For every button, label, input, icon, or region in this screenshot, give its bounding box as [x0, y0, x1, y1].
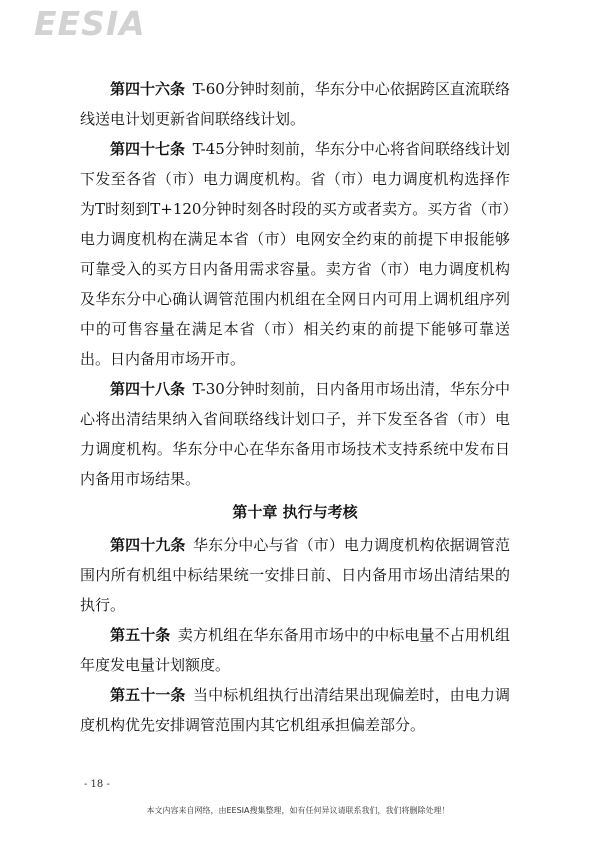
footer-disclaimer: 本文内容来自网络，由EESIA搜集整理，如有任何异议请联系我们，我们将删除处理！ — [146, 806, 450, 815]
article-number: 第四十八条 — [110, 380, 186, 398]
article-49 — [80, 530, 510, 620]
article-number: 第五十条 — [110, 626, 171, 644]
article-46 — [80, 74, 510, 134]
article-text: 卖方机组在华东备用市场中的中标电量不占用机组年度发电量计划额度。 — [80, 626, 510, 674]
article-text: T-30分钟时刻前，日内备用市场出清，华东分中心将出清结果纳入省间联络线计划口子，并下发至各省（市）电力调度机构。华东分中心在华东备用市场技术支持系统中发布日内备用市场结果。 — [80, 380, 510, 488]
article-48 — [80, 374, 510, 494]
article-text: 华东分中心与省（市）电力调度机构依据调管范围内所有机组中标结果统一安排日前、日内备用市场出清结果的执行。 — [80, 536, 510, 614]
article-number: 第四十六条 — [110, 80, 186, 98]
page-number: - 18 - — [84, 779, 110, 790]
article-number: 第四十七条 — [110, 140, 186, 158]
article-51 — [80, 680, 510, 740]
eesia-logo: EESIA — [34, 4, 146, 43]
document-body — [80, 74, 510, 740]
article-text: T-60分钟时刻前，华东分中心依据跨区直流联络线送电计划更新省间联络线计划。 — [80, 80, 510, 128]
chapter-heading: 第十章 执行与考核 — [232, 503, 358, 521]
article-text: 当中标机组执行出清结果出现偏差时，由电力调度机构优先安排调管范围内其它机组承担偏差部分。 — [80, 686, 510, 734]
article-text: T-45分钟时刻前，华东分中心将省间联络线计划下发至各省（市）电力调度机构。省（市）电力调度机构选择作为T时刻到T+120分钟时刻各时段的买方或者卖方。买方省（市）电力调度机构在满足本省（市）电网安全约束的前提下申报能够可靠受入的买方日内备用需求容量。卖方省（市）电力调度机构及华东分中心确认调管范围内机组在全网日内可用上调机组序列中的可售容量在满足本省（市）相关约束的前提下能够可靠送出。日内备用市场开市。 — [80, 140, 510, 368]
article-47 — [80, 134, 510, 374]
article-50 — [80, 620, 510, 680]
article-number: 第五十一条 — [110, 686, 186, 704]
article-number: 第四十九条 — [110, 536, 186, 554]
